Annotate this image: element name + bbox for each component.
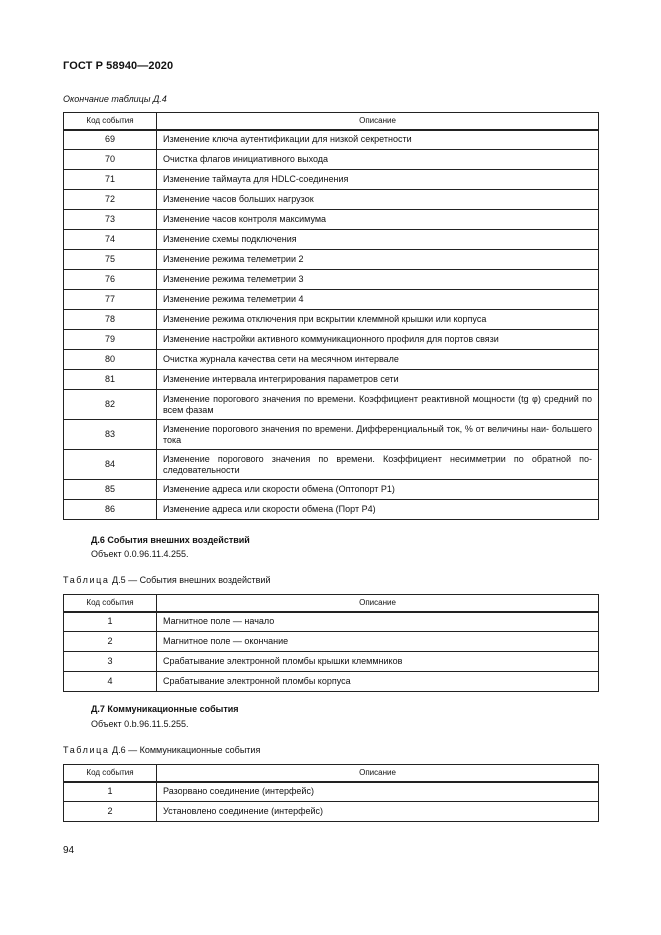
document-header: ГОСТ Р 58940—2020: [63, 60, 174, 72]
event-description-cell: Магнитное поле — окончание: [157, 632, 599, 652]
column-header-description: Описание: [157, 595, 599, 612]
table-row: [64, 802, 599, 822]
event-description-cell: Изменение схемы подключения: [157, 230, 599, 250]
event-description-cell: Изменение таймаута для HDLC-соединения: [157, 170, 599, 190]
table-row: [64, 170, 599, 190]
event-description-cell: Изменение режима телеметрии 4: [157, 290, 599, 310]
event-description-cell: Установлено соединение (интерфейс): [157, 802, 599, 822]
event-description-cell: Срабатывание электронной пломбы крышки клеммников: [157, 652, 599, 672]
column-header-description: Описание: [157, 113, 599, 130]
page-number: 94: [63, 845, 75, 856]
table-d4-continuation-caption: Окончание таблицы Д.4: [63, 94, 167, 104]
column-header-code: Код события: [64, 595, 157, 612]
table-d5: [63, 594, 599, 692]
event-description-cell: Изменение часов контроля максимума: [157, 210, 599, 230]
event-description-cell: Изменение интервала интегрирования параметров сети: [157, 370, 599, 390]
section-d6-heading: Д.6 События внешних воздействий: [91, 535, 250, 545]
table-row: [64, 330, 599, 350]
section-d7-object: Объект 0.b.96.11.5.255.: [91, 719, 189, 729]
event-description-cell: Изменение режима телеметрии 2: [157, 250, 599, 270]
event-code-cell: 1: [64, 782, 157, 802]
table-row: [64, 420, 599, 450]
event-code-cell: 73: [64, 210, 157, 230]
table-label: Таблица: [63, 575, 110, 585]
table-header-row: [64, 113, 599, 130]
table-header-row: [64, 595, 599, 612]
table-row: [64, 480, 599, 500]
table-row: [64, 130, 599, 150]
table-row: [64, 672, 599, 692]
event-description-cell: Изменение адреса или скорости обмена (Порт Р4): [157, 500, 599, 520]
event-code-cell: 85: [64, 480, 157, 500]
table-row: [64, 632, 599, 652]
event-code-cell: 2: [64, 802, 157, 822]
event-code-cell: 77: [64, 290, 157, 310]
event-description-cell: Очистка флагов инициативного выхода: [157, 150, 599, 170]
event-code-cell: 78: [64, 310, 157, 330]
event-code-cell: 4: [64, 672, 157, 692]
table-row: [64, 390, 599, 420]
table-row: [64, 150, 599, 170]
table-row: [64, 210, 599, 230]
event-description-cell: Изменение настройки активного коммуникационного профиля для портов связи: [157, 330, 599, 350]
table-row: [64, 270, 599, 290]
event-description-cell: Изменение часов больших нагрузок: [157, 190, 599, 210]
event-description-cell: Изменение порогового значения по времени. Коэффициент несимметрии по обратной по- следовательности: [157, 450, 599, 480]
event-code-cell: 84: [64, 450, 157, 480]
event-code-cell: 76: [64, 270, 157, 290]
event-code-cell: 86: [64, 500, 157, 520]
table-row: [64, 350, 599, 370]
table-row: [64, 612, 599, 632]
table-row: [64, 230, 599, 250]
event-description-cell: Изменение адреса или скорости обмена (Оптопорт Р1): [157, 480, 599, 500]
event-description-cell: Срабатывание электронной пломбы корпуса: [157, 672, 599, 692]
event-description-cell: Изменение ключа аутентификации для низкой секретности: [157, 130, 599, 150]
table-label: Таблица: [63, 745, 110, 755]
table-row: [64, 310, 599, 330]
table-d6: [63, 764, 599, 822]
event-description-cell: Очистка журнала качества сети на месячном интервале: [157, 350, 599, 370]
event-code-cell: 71: [64, 170, 157, 190]
event-code-cell: 3: [64, 652, 157, 672]
table-header-row: [64, 765, 599, 782]
event-description-cell: Изменение режима телеметрии 3: [157, 270, 599, 290]
event-description-cell: Изменение порогового значения по времени. Коэффициент реактивной мощности (tg φ) средний по всем фазам: [157, 390, 599, 420]
table-row: [64, 250, 599, 270]
table-row: [64, 652, 599, 672]
event-description-cell: Изменение порогового значения по времени. Дифференциальный ток, % от величины наи- большего тока: [157, 420, 599, 450]
event-code-cell: 75: [64, 250, 157, 270]
column-header-code: Код события: [64, 765, 157, 782]
event-code-cell: 81: [64, 370, 157, 390]
table-row: [64, 290, 599, 310]
event-code-cell: 83: [64, 420, 157, 450]
column-header-description: Описание: [157, 765, 599, 782]
table-row: [64, 190, 599, 210]
section-d7-heading: Д.7 Коммуникационные события: [91, 704, 239, 714]
table-row: [64, 500, 599, 520]
event-code-cell: 72: [64, 190, 157, 210]
event-description-cell: Изменение режима отключения при вскрытии клеммной крышки или корпуса: [157, 310, 599, 330]
event-code-cell: 2: [64, 632, 157, 652]
event-description-cell: Разорвано соединение (интерфейс): [157, 782, 599, 802]
event-code-cell: 69: [64, 130, 157, 150]
event-code-cell: 74: [64, 230, 157, 250]
table-d4: [63, 112, 599, 520]
event-code-cell: 70: [64, 150, 157, 170]
section-d6-object: Объект 0.0.96.11.4.255.: [91, 549, 189, 559]
table-title: Д.5 — События внешних воздействий: [109, 575, 271, 585]
event-code-cell: 79: [64, 330, 157, 350]
table-d5-caption: [63, 575, 271, 585]
table-row: [64, 370, 599, 390]
table-row: [64, 450, 599, 480]
event-description-cell: Магнитное поле — начало: [157, 612, 599, 632]
event-code-cell: 80: [64, 350, 157, 370]
table-row: [64, 782, 599, 802]
column-header-code: Код события: [64, 113, 157, 130]
event-code-cell: 1: [64, 612, 157, 632]
table-title: Д.6 — Коммуникационные события: [109, 745, 261, 755]
event-code-cell: 82: [64, 390, 157, 420]
table-d6-caption: [63, 745, 260, 755]
